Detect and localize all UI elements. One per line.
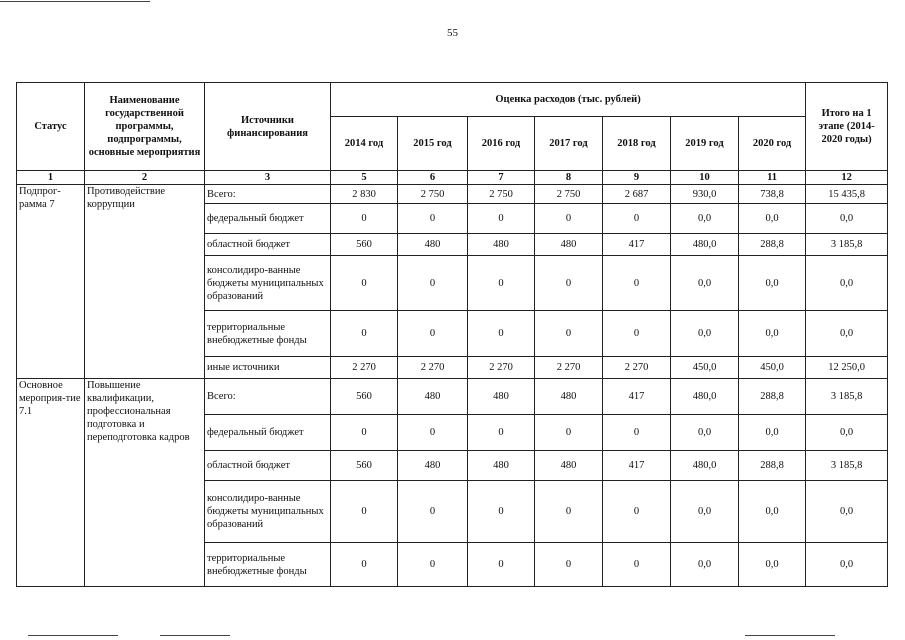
row-year-value: 560 — [331, 379, 398, 415]
header-year: 2019 год — [671, 117, 739, 171]
row-year-value: 0 — [468, 543, 535, 587]
scan-edge-top-left — [0, 1, 150, 2]
row-year-value: 2 750 — [535, 185, 603, 204]
row-year-value: 0 — [468, 204, 535, 234]
row-year-value: 480,0 — [671, 379, 739, 415]
row-total: 0,0 — [806, 481, 888, 543]
row-year-value: 417 — [603, 451, 671, 481]
column-index: 6 — [398, 171, 468, 185]
row-year-value: 0 — [331, 311, 398, 357]
row-year-value: 0 — [331, 481, 398, 543]
row-year-value: 0 — [535, 204, 603, 234]
row-source: консолидиро-ванные бюджеты муниципальных образований — [205, 256, 331, 311]
row-year-value: 0 — [603, 415, 671, 451]
row-year-value: 480 — [468, 451, 535, 481]
column-index: 1 — [17, 171, 85, 185]
budget-table — [16, 82, 888, 587]
row-year-value: 0 — [468, 311, 535, 357]
row-year-value: 0 — [468, 481, 535, 543]
row-source: Всего: — [205, 379, 331, 415]
row-total: 12 250,0 — [806, 357, 888, 379]
row-year-value: 480 — [535, 234, 603, 256]
row-year-value: 417 — [603, 379, 671, 415]
column-index: 12 — [806, 171, 888, 185]
row-year-value: 0,0 — [671, 543, 739, 587]
row-year-value: 2 270 — [331, 357, 398, 379]
row-year-value: 2 830 — [331, 185, 398, 204]
table-row — [17, 185, 888, 204]
row-source: консолидиро-ванные бюджеты муниципальных образований — [205, 481, 331, 543]
row-status: Основное мероприя-тие 7.1 — [17, 379, 85, 587]
row-source: областной бюджет — [205, 451, 331, 481]
row-year-value: 2 270 — [398, 357, 468, 379]
row-year-value: 480 — [468, 234, 535, 256]
row-year-value: 0 — [331, 256, 398, 311]
row-total: 0,0 — [806, 204, 888, 234]
row-source: иные источники — [205, 357, 331, 379]
row-source: территориальные внебюджетные фонды — [205, 543, 331, 587]
header-year: 2018 год — [603, 117, 671, 171]
row-year-value: 0 — [398, 481, 468, 543]
row-year-value: 0 — [331, 415, 398, 451]
row-year-value: 0,0 — [739, 543, 806, 587]
column-index: 11 — [739, 171, 806, 185]
row-year-value: 560 — [331, 234, 398, 256]
column-index: 7 — [468, 171, 535, 185]
row-year-value: 0 — [535, 481, 603, 543]
row-year-value: 0 — [398, 204, 468, 234]
row-year-value: 738,8 — [739, 185, 806, 204]
row-year-value: 0,0 — [739, 311, 806, 357]
row-year-value: 0 — [603, 543, 671, 587]
row-year-value: 0,0 — [671, 311, 739, 357]
scan-edge-bottom-left — [28, 635, 118, 636]
row-year-value: 2 270 — [535, 357, 603, 379]
row-year-value: 288,8 — [739, 234, 806, 256]
row-year-value: 2 750 — [468, 185, 535, 204]
header-total: Итого на 1 этапе (2014-2020 годы) — [806, 83, 888, 171]
row-year-value: 0 — [331, 543, 398, 587]
row-total: 0,0 — [806, 543, 888, 587]
row-year-value: 2 687 — [603, 185, 671, 204]
row-source: федеральный бюджет — [205, 204, 331, 234]
table-body — [17, 185, 888, 587]
row-year-value: 560 — [331, 451, 398, 481]
page-number: 55 — [447, 27, 458, 39]
row-year-value: 0 — [468, 415, 535, 451]
row-year-value: 0,0 — [739, 256, 806, 311]
row-year-value: 0 — [398, 311, 468, 357]
row-total: 15 435,8 — [806, 185, 888, 204]
row-year-value: 480 — [398, 379, 468, 415]
scan-edge-bottom-mid — [160, 635, 230, 636]
row-source: территориальные внебюджетные фонды — [205, 311, 331, 357]
row-year-value: 0 — [603, 311, 671, 357]
row-year-value: 0 — [603, 256, 671, 311]
row-year-value: 0,0 — [739, 481, 806, 543]
row-total: 3 185,8 — [806, 234, 888, 256]
row-year-value: 450,0 — [671, 357, 739, 379]
row-year-value: 480 — [398, 451, 468, 481]
header-index-row — [17, 171, 888, 185]
row-year-value: 0,0 — [671, 256, 739, 311]
row-year-value: 2 270 — [603, 357, 671, 379]
row-year-value: 0,0 — [671, 204, 739, 234]
row-year-value: 0,0 — [671, 415, 739, 451]
column-index: 3 — [205, 171, 331, 185]
header-year: 2014 год — [331, 117, 398, 171]
header-year: 2015 год — [398, 117, 468, 171]
row-total: 0,0 — [806, 256, 888, 311]
row-source: областной бюджет — [205, 234, 331, 256]
row-source: федеральный бюджет — [205, 415, 331, 451]
table-row — [17, 379, 888, 415]
row-year-value: 480 — [535, 379, 603, 415]
row-year-value: 0,0 — [739, 204, 806, 234]
row-year-value: 0 — [535, 543, 603, 587]
row-year-value: 0 — [535, 256, 603, 311]
row-year-value: 480,0 — [671, 451, 739, 481]
row-year-value: 0 — [398, 543, 468, 587]
row-year-value: 288,8 — [739, 379, 806, 415]
row-year-value: 0 — [468, 256, 535, 311]
row-year-value: 480 — [468, 379, 535, 415]
row-year-value: 0 — [398, 415, 468, 451]
column-index: 5 — [331, 171, 398, 185]
row-program-name: Повышение квалификации, профессиональная подготовка и переподготовка кадров — [85, 379, 205, 587]
column-index: 10 — [671, 171, 739, 185]
row-year-value: 288,8 — [739, 451, 806, 481]
row-year-value: 480 — [398, 234, 468, 256]
scan-edge-bottom-right — [745, 635, 835, 636]
row-year-value: 0 — [603, 204, 671, 234]
row-total: 0,0 — [806, 415, 888, 451]
row-year-value: 480 — [535, 451, 603, 481]
row-year-value: 0 — [535, 311, 603, 357]
row-year-value: 0,0 — [739, 415, 806, 451]
column-index: 2 — [85, 171, 205, 185]
header-name: Наименование государственной программы, подпрограммы, основные мероприятия — [85, 83, 205, 171]
row-total: 0,0 — [806, 311, 888, 357]
header-estimate: Оценка расходов (тыс. рублей) — [331, 83, 806, 117]
row-status: Подпрог-рамма 7 — [17, 185, 85, 379]
row-year-value: 0 — [535, 415, 603, 451]
row-year-value: 417 — [603, 234, 671, 256]
header-year: 2017 год — [535, 117, 603, 171]
header-sources: Источники финансирования — [205, 83, 331, 171]
row-total: 3 185,8 — [806, 451, 888, 481]
row-program-name: Противодействие коррупции — [85, 185, 205, 379]
row-year-value: 480,0 — [671, 234, 739, 256]
row-year-value: 930,0 — [671, 185, 739, 204]
row-year-value: 2 750 — [398, 185, 468, 204]
header-status: Статус — [17, 83, 85, 171]
row-year-value: 0 — [398, 256, 468, 311]
header-year: 2016 год — [468, 117, 535, 171]
row-year-value: 0 — [603, 481, 671, 543]
header-year: 2020 год — [739, 117, 806, 171]
column-index: 8 — [535, 171, 603, 185]
column-index: 9 — [603, 171, 671, 185]
row-year-value: 450,0 — [739, 357, 806, 379]
row-total: 3 185,8 — [806, 379, 888, 415]
row-year-value: 0,0 — [671, 481, 739, 543]
row-year-value: 2 270 — [468, 357, 535, 379]
row-year-value: 0 — [331, 204, 398, 234]
row-source: Всего: — [205, 185, 331, 204]
